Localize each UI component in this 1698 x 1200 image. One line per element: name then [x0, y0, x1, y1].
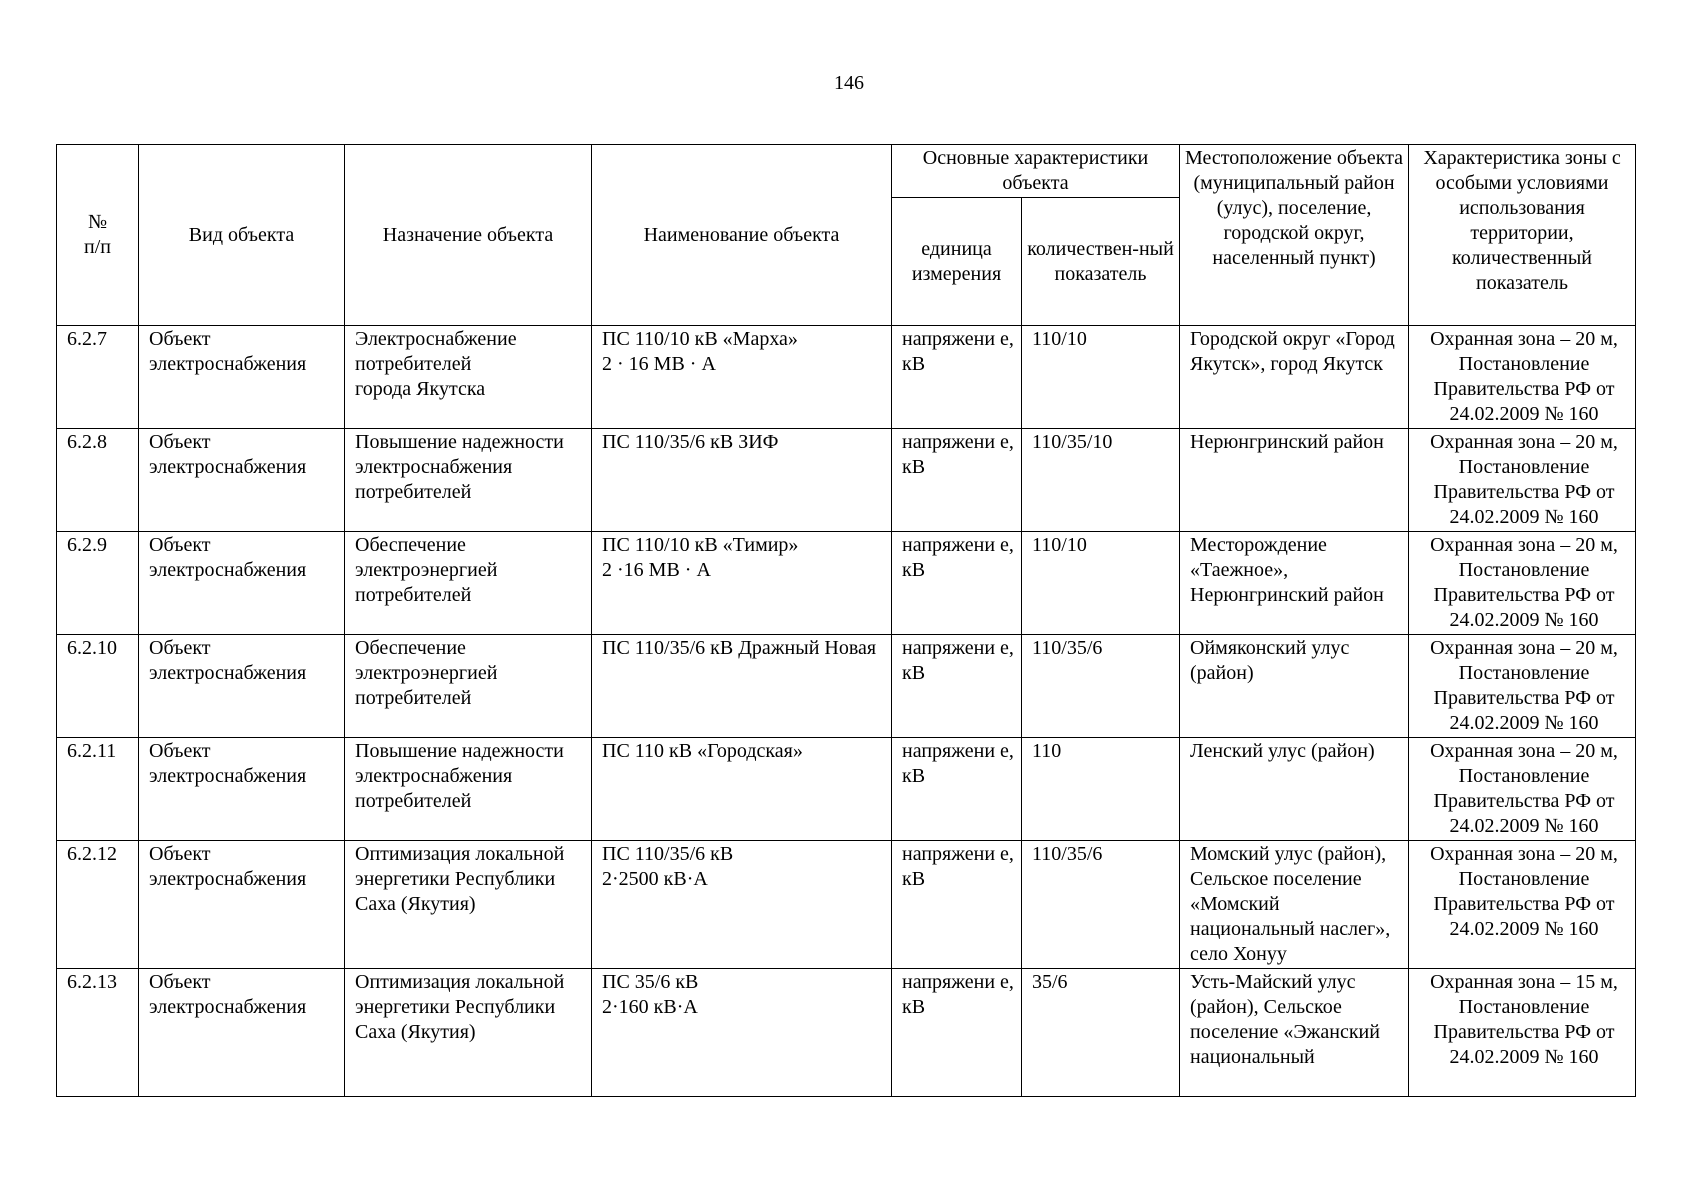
cell-unit: напряжени е, кВ: [892, 635, 1022, 738]
cell-quantity: 110/35/6: [1022, 635, 1180, 738]
cell-purpose: Обеспечение электроэнергией потребителей: [345, 635, 592, 738]
table-row: [57, 429, 1636, 532]
cell-zone: Охранная зона – 20 м, Постановление Правительства РФ от 24.02.2009 № 160: [1409, 429, 1636, 532]
table-row: [57, 738, 1636, 841]
header-quantity: количествен-ный показатель: [1022, 198, 1180, 326]
cell-type: Объект электроснабжения: [139, 326, 345, 429]
header-location: Местоположение объекта (муниципальный район (улус), поселение, городской округ, населенный пункт): [1180, 145, 1409, 326]
cell-location: Момский улус (район), Сельское поселение «Момский национальный наслег», село Хонуу: [1180, 841, 1409, 969]
cell-name: ПС 35/6 кВ 2·160 кВ·А: [592, 969, 892, 1097]
header-row: [57, 145, 1636, 198]
cell-purpose: Повышение надежности электроснабжения потребителей: [345, 738, 592, 841]
cell-name: ПС 110/10 кВ «Тимир» 2 ·16 МВ · А: [592, 532, 892, 635]
cell-purpose: Оптимизация локальной энергетики Республики Саха (Якутия): [345, 969, 592, 1097]
cell-name: ПС 110/35/6 кВ ЗИФ: [592, 429, 892, 532]
cell-num: 6.2.7: [57, 326, 139, 429]
cell-purpose: Обеспечение электроэнергией потребителей: [345, 532, 592, 635]
cell-location: Оймяконский улус (район): [1180, 635, 1409, 738]
header-characteristics: Основные характеристики объекта: [892, 145, 1180, 198]
cell-unit: напряжени е, кВ: [892, 326, 1022, 429]
header-zone: Характеристика зоны с особыми условиями использования территории, количественный показатель: [1409, 145, 1636, 326]
header-name: Наименование объекта: [592, 145, 892, 326]
cell-location: Нерюнгринский район: [1180, 429, 1409, 532]
cell-zone: Охранная зона – 20 м, Постановление Правительства РФ от 24.02.2009 № 160: [1409, 738, 1636, 841]
cell-location: Городской округ «Город Якутск», город Якутск: [1180, 326, 1409, 429]
cell-quantity: 110: [1022, 738, 1180, 841]
cell-name: ПС 110 кВ «Городская»: [592, 738, 892, 841]
table-row: [57, 326, 1636, 429]
cell-location: Ленский улус (район): [1180, 738, 1409, 841]
cell-type: Объект электроснабжения: [139, 738, 345, 841]
cell-location: Усть-Майский улус (район), Сельское поселение «Эжанский национальный: [1180, 969, 1409, 1097]
cell-unit: напряжени е, кВ: [892, 738, 1022, 841]
cell-unit: напряжени е, кВ: [892, 969, 1022, 1097]
cell-num: 6.2.10: [57, 635, 139, 738]
cell-quantity: 110/10: [1022, 326, 1180, 429]
cell-name: ПС 110/35/6 кВ 2·2500 кВ·А: [592, 841, 892, 969]
table-row: [57, 969, 1636, 1097]
cell-unit: напряжени е, кВ: [892, 841, 1022, 969]
cell-num: 6.2.11: [57, 738, 139, 841]
table-row: [57, 635, 1636, 738]
header-purpose: Назначение объекта: [345, 145, 592, 326]
cell-name: ПС 110/10 кВ «Марха» 2 · 16 МВ · А: [592, 326, 892, 429]
cell-name: ПС 110/35/6 кВ Дражный Новая: [592, 635, 892, 738]
cell-purpose: Оптимизация локальной энергетики Республики Саха (Якутия): [345, 841, 592, 969]
objects-table: [56, 144, 1636, 1097]
cell-type: Объект электроснабжения: [139, 429, 345, 532]
cell-quantity: 110/35/6: [1022, 841, 1180, 969]
table-row: [57, 841, 1636, 969]
cell-quantity: 35/6: [1022, 969, 1180, 1097]
cell-num: 6.2.13: [57, 969, 139, 1097]
cell-type: Объект электроснабжения: [139, 532, 345, 635]
cell-num: 6.2.12: [57, 841, 139, 969]
cell-zone: Охранная зона – 20 м, Постановление Правительства РФ от 24.02.2009 № 160: [1409, 841, 1636, 969]
cell-zone: Охранная зона – 20 м, Постановление Правительства РФ от 24.02.2009 № 160: [1409, 326, 1636, 429]
cell-quantity: 110/35/10: [1022, 429, 1180, 532]
table-row: [57, 532, 1636, 635]
cell-quantity: 110/10: [1022, 532, 1180, 635]
header-num: № п/п: [57, 145, 139, 326]
page-number: 146: [834, 72, 864, 94]
cell-type: Объект электроснабжения: [139, 841, 345, 969]
header-unit: единица измерения: [892, 198, 1022, 326]
table-body: [57, 326, 1636, 1097]
cell-num: 6.2.8: [57, 429, 139, 532]
header-type: Вид объекта: [139, 145, 345, 326]
cell-zone: Охранная зона – 15 м, Постановление Правительства РФ от 24.02.2009 № 160: [1409, 969, 1636, 1097]
cell-num: 6.2.9: [57, 532, 139, 635]
cell-type: Объект электроснабжения: [139, 635, 345, 738]
cell-type: Объект электроснабжения: [139, 969, 345, 1097]
cell-zone: Охранная зона – 20 м, Постановление Правительства РФ от 24.02.2009 № 160: [1409, 635, 1636, 738]
cell-purpose: Электроснабжение потребителей города Якутска: [345, 326, 592, 429]
cell-purpose: Повышение надежности электроснабжения потребителей: [345, 429, 592, 532]
cell-location: Месторождение «Таежное», Нерюнгринский район: [1180, 532, 1409, 635]
cell-unit: напряжени е, кВ: [892, 429, 1022, 532]
cell-zone: Охранная зона – 20 м, Постановление Правительства РФ от 24.02.2009 № 160: [1409, 532, 1636, 635]
cell-unit: напряжени е, кВ: [892, 532, 1022, 635]
